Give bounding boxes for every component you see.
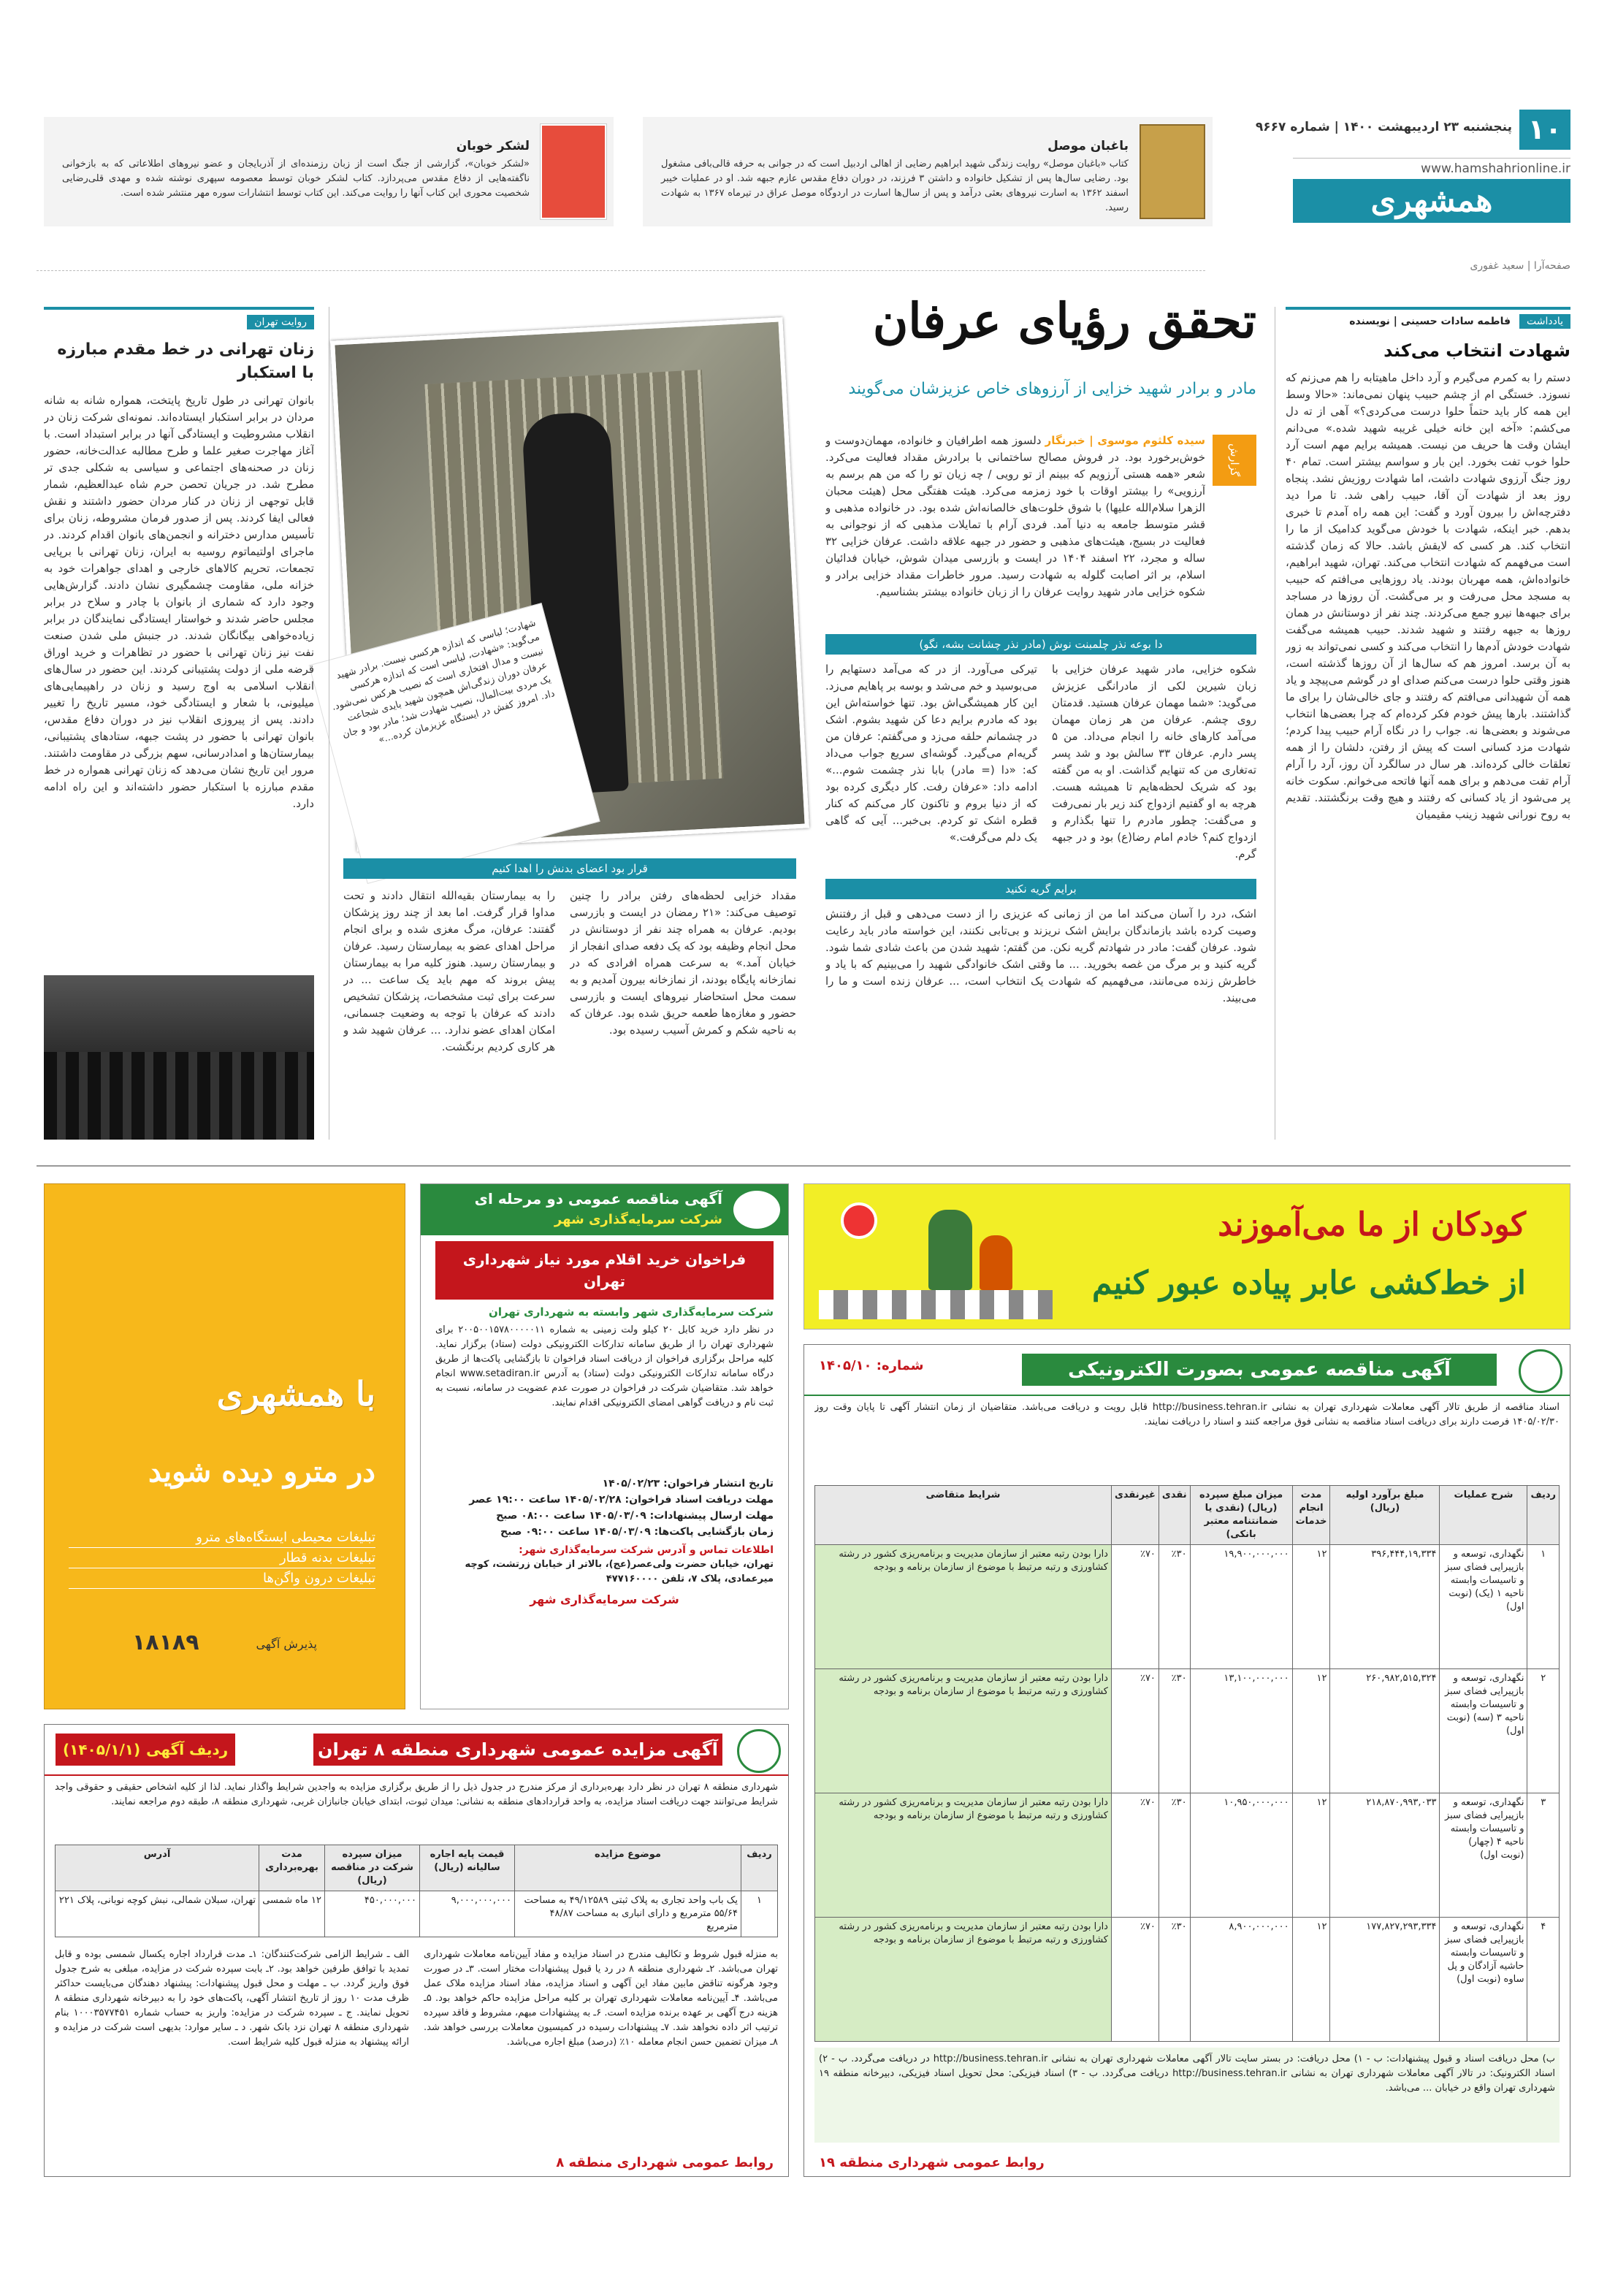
historic-photo (44, 975, 314, 1140)
et-col-header: نقدی (1159, 1486, 1190, 1545)
metro-slogan: در مترو دیده شوید (148, 1454, 375, 1489)
women-title: زنان تهرانی در خط مقدم مبارزه با استکبار (57, 340, 314, 382)
women-column (44, 307, 314, 1140)
promo-text: کتاب «باغبان موصل» روایت زندگی شهید ابراهیم رضایی از اهالی اردبیل است که در جوانی به حرفه قالی‌بافی مشغول بود. رضایی سال‌ها پس از تشکیل خانواده و داشتن ۳ فرزند، در دوران دفاع مقدس عازم جبهه شد. او در عملیات خیبر اسفند ۱۳۶۲ به اسارت نیروهای بعثی درآمد و پس از سال‌ها اسارت در اردوگاه موصل عراق در تیرماه ۱۳۶۷ به شهادت رسید. (661, 159, 1129, 213)
auction-col-header: قیمت پایه اجاره سالیانه (ریال) (420, 1845, 515, 1891)
table-row (815, 1669, 1560, 1793)
story-col-b: تیرکی می‌آورد. از در که می‌آمد دستهایم را می‌بوسید و خم می‌شد و بوسه بر پاهایم می‌زد. این کار همیشگی‌اش بود. تنها خواسته‌اش این بود که مادرم برایم دعا کن شهید بشوم. اشک در چشمانم حلقه می‌زد و می‌گفتم: عرفان من گریه‌ام می‌گیرد. گوشه‌ای سریع جواب می‌داد که: «دا (= مادر) بابا نذر چشمت شوم...» ادامه داد: «عرفان رفت. کار دیگری کرده بود که از دنیا بروم و تاکنون کار می‌کنم که کنار قطره اشک تو کردم. بی‌خبر... آیی که گاهی یک دلم می‌گرفت.» (825, 663, 1037, 844)
table-cell: ۱۲ (1292, 1918, 1330, 2042)
table-cell: ۲ (1527, 1669, 1560, 1793)
promo-text: «لشکر خوبان»، گزارشی از جنگ است از زبان رزمنده‌ای از آذربایجان و عضو نیروهای اطلاعاتی که به بازخوانی ناگفته‌هایی از دفاع مقدس می‌پردازد. کتاب لشکر خوبان توسط معصومه سپهری نوشته شده و مهدی قلی‌رضایی شخصیت محوری این کتاب آنها را روایت می‌کند. این کتاب توسط انتشارات سوره مهر منتشر شده است. (62, 159, 530, 199)
et-col-header: مدت انجام خدمات (1292, 1486, 1330, 1545)
section-heading-1: دا بوعه نذر چلمبنت نوش (مادر نذر چشانت بشه، نگو) (825, 634, 1256, 655)
tender-dates (435, 1476, 774, 1540)
et-footer: ب) محل دریافت اسناد و قبول پیشنهادات: ب - ۱) محل دریافت: در بستر سایت تالار آگهی معاملات شهرداری تهران به نشانی http://business.tehran.ir در دریافت می‌گردد. ب - ۲) اسناد الکترونیک: در تالار آگهی معاملات شهرداری تهران به نشانی http://business.tehran.ir دریافت می‌گردد. ب - ۳) اسناد فیزیکی: محل تحویل اسناد فیزیکی، دبیرخانه منطقه ۱۹ شهرداری تهران واقع در خیابان ... می‌باشد. (814, 2048, 1560, 2143)
et-table-body (815, 1545, 1560, 2042)
tender-contact-title: اطلاعات تماس و آدرس شرکت سرمایه‌گذاری شهر: (519, 1544, 774, 1556)
table-cell: ۱۲ (1292, 1545, 1330, 1669)
tender-body: در نظر دارد خرید کابل ۲۰ کیلو ولت زمینی به شماره ۲۰۰۵۰۰۱۵۷۸۰۰۰۰۰۱۱ برای شهرداری تهران را از طریق سامانه تدارکات الکترونیکی دولت (ستاد) برگزار نماید. کلیه مراحل برگزاری فراخوان از دریافت اسناد فراخوان تا بازگشایی پاکت‌ها از طریق درگاه سامانه تدارکات الکترونیکی دولت (ستاد) به آدرس www.setadiran.ir انجام خواهد شد. متقاضیان شرکت در فراخوان در صورت عدم عضویت در سامانه، نسبت به ثبت نام و دریافت گواهی امضای الکترونیکی اقدام نمایند. (435, 1324, 774, 1408)
section-divider (37, 1165, 1570, 1167)
et-col-header: مبلغ برآورد اولیه (ریال) (1330, 1486, 1440, 1545)
et-title: آگهی مناقصه عمومی بصورت الکترونیکی (1022, 1354, 1497, 1386)
et-intro: اسناد مناقصه از طریق تالار آگهی معاملات شهرداری تهران به نشانی http://business.tehran.ir قابل رویت و دریافت می‌باشد. متقاضیان از زمان انتشار آگهی تا پایان وقت روز ۱۴۰۵/۰۲/۳۰ فرصت دارند برای دریافت اسناد مناقصه به نشانی فوق مراجعه کنند و اسناد را دریافت نمایند. (814, 1402, 1560, 1427)
table-cell: نگهداری، توسعه و بازپیرایی فضای سبز و تاسیسات وابسته ناحیه ۳ (سه) (نوبت اول) (1440, 1669, 1527, 1793)
tender-call: فراخوان خرید اقلام مورد نیاز شهرداری تهران (435, 1241, 774, 1300)
auction-header (45, 1725, 788, 1776)
table-cell: دارا بودن رتبه معتبر از سازمان مدیریت و برنامه‌ریزی کشور در رشته کشاورزی و رتبه مرتبط با موضوع از سازمان برنامه و بودجه (815, 1793, 1112, 1918)
et-table-head (815, 1486, 1560, 1545)
auction-col-header: ردیف (741, 1845, 778, 1891)
et-sign: روابط عمومی شهرداری منطقه ۱۹ (819, 2155, 1045, 2170)
table-cell: ۴ (1527, 1918, 1560, 2042)
auction-number: (۱۴۰۵/۱/۱) (63, 1741, 141, 1758)
auction-col-header: میزان سپرده شرکت در مناقصه (ریال) (325, 1845, 420, 1891)
metro-ad[interactable] (44, 1183, 405, 1709)
et-header (804, 1345, 1570, 1396)
page-number: ۱۰ (1519, 110, 1570, 150)
tender-logo (731, 1189, 782, 1231)
children-ad[interactable] (804, 1183, 1570, 1330)
tender-ad[interactable] (420, 1183, 789, 1709)
table-cell: ۹,۰۰۰,۰۰۰,۰۰۰ (420, 1891, 515, 1937)
auction-table-head (56, 1845, 778, 1891)
book-cover (541, 124, 606, 219)
metro-item: تبلیغات بدنه قطار (69, 1548, 375, 1568)
book-promo-mosul[interactable] (643, 117, 1213, 226)
et-col-header: شرح عملیات (1440, 1486, 1527, 1545)
newspaper-logo[interactable]: همشهری (1293, 179, 1570, 223)
women-tag: روایت تهران (247, 315, 314, 329)
table-cell: ۱۲ (1292, 1669, 1330, 1793)
table-cell: نگهداری، توسعه و بازپیرایی فضای سبز و تاسیسات وابسته حاشیه آزادگان و پل ساوه (نوبت اول) (1440, 1918, 1527, 2042)
notebook-column (1286, 307, 1570, 1140)
notebook-body: دستم را به کمرم می‌گیرم و آرد داخل ماهیتابه را هم می‌زنم که نسوزد. خستگی ام از چشم حبیب پنهان نمی‌ماند: «حالا وسط این همه کار باید حتماً حلوا درست می‌کردی؟» آهی از ته دل می‌کشم: «آخه این خانه خیلی غریبه شهید شده.» می‌دانم ایشان وقت ها حریف من نیست. همیشه برایم مهم است آرد حلوا خوب تفت بخورد. این بار و سواسم بیشتر است. تمام ۴۰ روز جنگ آرزوی شهادت داشت، اما شهادت روزیش نشد. پنجاه روز بعد از شهادت آن آقا، حبیب راهی شد. تا مرا دید دفترچه‌اش را بیرون آورد و گفت: این همه راه آمدم تا خبری بدهم. خبر اینکه، شهادت با خودش می‌گوید کدامیک از ما را انتخاب کند. هر کسی که لایقش باشد. حالا که زمان گذشته است می‌فهمم که شهادت انتخاب می‌کند. تهران، شهید ابراهیم، خانواده‌اش، همه مهربان بودند. یاد روزهایی می‌افتم که حبیب به مسجد محل می‌رفت و بر می‌گشت. آن روزها در مساجد برای جبهه‌ها نیرو جمع می‌کردند. چند نفر از دوستانش در همان روزها به جبهه رفتند و شهید شدند. حبیب همیشه می‌گفت شهادت خودش آدم‌ها را انتخاب می‌کند و کسی نمی‌تواند به زور به آن برسد. امروز هم که سال‌ها از آن روزها گذشته است، هنوز وقتی حلوا درست می‌کنم صدای او در گوشم می‌پیچد و یاد همه آن شهیدانی می‌افتم که رفتند و جای خالی‌شان را برای ما گذاشتند. بارها پیش خودم فکر کرده‌ام که چرا بعضی‌ها انتخاب می‌شوند و بعضی‌ها نه. جواب را در نگاه آرام حبیب پیدا کردم؛ شهادت مزد کسانی است که پیش از رفتن، دلشان را از همه تعلقات خالی کرده‌اند. هر سال در سالگرد آن روز، آرد را آرام آرام تفت می‌دهم و برای همه آنها فاتحه می‌خوانم. سکوت خانه پر می‌شود از یاد کسانی که رفتند و هیچ وقت برنگشتند. تقدیم به روح نورانی شهید زینب مقیمیان (1286, 371, 1570, 821)
table-cell: دارا بودن رتبه معتبر از سازمان مدیریت و برنامه‌ریزی کشور در رشته کشاورزی و رتبه مرتبط با موضوع از سازمان برنامه و بودجه (815, 1545, 1112, 1669)
table-cell: ۱ (741, 1891, 778, 1937)
notebook-author: فاطمه سادات حسینی | نویسنده (1349, 316, 1511, 327)
main-subtitle: مادر و برادر شهید خزایی از آرزوهای خاص عزیزشان می‌گویند (848, 380, 1256, 398)
auction-col-header: موضوع مزایده (515, 1845, 741, 1891)
notebook-tag: یادداشت (1519, 314, 1570, 329)
et-col-header: میزان مبلغ سپرده (ریال) (نقدی یا ضمانتنامه معتبر بانکی) (1190, 1486, 1292, 1545)
et-col-header: شرایط متقاضی (815, 1486, 1112, 1545)
auction-logo (737, 1729, 781, 1773)
book-promo-lashkar[interactable] (44, 117, 614, 226)
table-cell: ۱ (1527, 1545, 1560, 1669)
tender-date-item: مهلت ارسال پیشنهادات: ۱۴۰۵/۰۳/۰۹ ساعت ۰۸:۰۰ صبح (496, 1510, 774, 1522)
auction-col-header: مدت بهره‌برداری (259, 1845, 325, 1891)
promo-title: باغبان موصل (1047, 139, 1129, 153)
tender-title: آگهی مناقصه عمومی دو مرحله ای (474, 1190, 722, 1208)
shrine-photo (330, 317, 809, 851)
table-cell: ۱۳,۱۰۰,۰۰۰,۰۰۰ (1190, 1669, 1292, 1793)
table-row (815, 1793, 1560, 1918)
table-cell: دارا بودن رتبه معتبر از سازمان مدیریت و برنامه‌ریزی کشور در رشته کشاورزی و رتبه مرتبط با موضوع از سازمان برنامه و بودجه (815, 1918, 1112, 2042)
children-illustration (819, 1195, 1053, 1319)
table-cell: ٪۳۰ (1159, 1545, 1190, 1669)
main-title: تحقق رؤیای عرفان (872, 292, 1256, 349)
tender-subhead: شرکت سرمایه‌گذاری شهر وابسته به شهرداری تهران (489, 1305, 774, 1319)
tender-date-item: تاریخ انتشار فراخوان: ۱۴۰۵/۰۲/۲۳ (602, 1478, 774, 1490)
story-col-d: مقداد خزایی لحظه‌های رفتن برادر را چنین توصیف می‌کند: «۲۱ رمضان در ایست و بازرسی بودیم. عرفان به همراه چند نفر از دوستانش در محل انجام وظیفه بود که یک دفعه صدای انفجار از خیابان آمد.» به سرعت همراه افرادی که در نمازخانه پایگاه بودند، از نمازخانه بیرون آمدیم و به سمت محل استحاضار نیروهای ایست و بازرسی حضور و مغازه‌ها طعمه حریق شده بود. عرفان که به ناحیه شکم و کمرش آسیب رسیده بود. (570, 889, 796, 1037)
table-cell: ۲۱۸,۸۷۰,۹۹۳,۰۳۳ (1330, 1793, 1440, 1918)
table-cell: ٪۷۰ (1111, 1793, 1159, 1918)
table-cell: ۱۲ (1292, 1793, 1330, 1918)
table-cell: ٪۳۰ (1159, 1918, 1190, 2042)
auction-title: آگهی مزایده عمومی شهرداری منطقه ۸ تهران (313, 1734, 722, 1766)
tender-company: شرکت سرمایه‌گذاری شهر (554, 1212, 722, 1227)
metro-item: تبلیغات محیطی ایستگاه‌های مترو (69, 1528, 375, 1548)
auction-conditions-left: الف ـ شرایط الزامی شرکت‌کنندگان: ۱ـ مدت قرارداد اجاره یکسال شمسی بوده و قابل تمدید با توافق طرفین خواهد بود. ۲ـ بابت سپرده شرکت در مزایده، مبلغی به شرح جدول فوق واریز گردد. ب ـ مهلت و محل قبول پیشنهادات: پیشنهاد دهندگان می‌بایست حداکثر ظرف مدت ۱۰ روز از تاریخ انتشار آگهی، پاکت‌های خود را به دبیرخانه شهرداری منطقه ۸ تحویل نمایند. ج ـ سپرده شرکت در مزایده: واریز به حساب شماره ۱۰۰۰۳۵۷۷۴۵۱ بنام شهرداری منطقه ۸ تهران نزد بانک شهر. د ـ سایر موارد: بدیهی است شرکت در مزایده و ارائه پیشنهاد به منزله قبول کلیه شرایط است. (55, 1949, 409, 2048)
table-cell: ۳ (1527, 1793, 1560, 1918)
metro-item: تبلیغات درون واگن‌ها (69, 1568, 375, 1589)
auction-table-body (56, 1891, 778, 1937)
table-cell: ٪۷۰ (1111, 1918, 1159, 2042)
table-cell: ۲۶۰,۹۸۲,۵۱۵,۳۲۴ (1330, 1669, 1440, 1793)
auction-sign: روابط عمومی شهرداری منطقه ۸ (556, 2155, 774, 2170)
divider (37, 270, 1205, 271)
table-cell: ٪۷۰ (1111, 1669, 1159, 1793)
date-line: پنجشنبه ۲۳ اردیبهشت ۱۴۰۰ | شماره ۹۶۶۷ (1255, 120, 1512, 134)
metro-items (69, 1528, 375, 1589)
intro-text: دلسوز همه اطرافیان و خانواده، مهمان‌دوست و خوش‌برخورد بود. در فروش مصالح ساختمانی با برادرش مقداد فعالیت می‌کرد. شعر «همه هستی آرزویم که ببینم از تو رویی / چه زیان تو را که من هم برسم به آرزویی» را بیشتر اوقات با خود زمزمه می‌کرد. هیئت هفتگی محل (هیئت محبان الزهرا سلام‌الله علیها) با شوق خلوت‌های خالصانه‌اش شده بود. در خانواده مذهبی و قشر متوسط جامعه به دنیا آمد. فردی آرام با تمایلات مذهبی که از نوجوانی به فعالیت در بسیج، هیئت‌های مذهبی و حضور در جبهه علاقه داشت. عرفان خزایی ۳۲ ساله و مجرد، ۲۲ اسفند ۱۴۰۴ در ایست و بازرسی میدان شوش، خیابان فدائیان اسلام، بر اثر اصابت گلوله به شهادت رسید. مرور خاطرات مقداد خزایی برادر و شکوه خزایی مادر شهید روایت عرفان را از زبان خانواده بیشتر بشناسیم. (825, 434, 1205, 598)
table-row (56, 1891, 778, 1937)
auction-table (55, 1845, 778, 1937)
table-row (815, 1545, 1560, 1669)
table-cell: دارا بودن رتبه معتبر از سازمان مدیریت و برنامه‌ریزی کشور در رشته کشاورزی و رتبه مرتبط با موضوع از سازمان برنامه و بودجه (815, 1669, 1112, 1793)
table-cell: ۱۲ ماه شمسی (259, 1891, 325, 1937)
et-col-header: ردیف (1527, 1486, 1560, 1545)
editor-line: صفحه‌آرا | سعید غفوری (1470, 260, 1570, 272)
table-cell: ۸,۹۰۰,۰۰۰,۰۰۰ (1190, 1918, 1292, 2042)
table-cell: ۴۵۰,۰۰۰,۰۰۰ (325, 1891, 420, 1937)
metro-phone-label: پذیرش آگهی (256, 1637, 317, 1651)
table-cell: ۱۹,۹۰۰,۰۰۰,۰۰۰ (1190, 1545, 1292, 1669)
tender-contact: تهران، خیابان حضرت ولی‌عصر(عج)، بالاتر از خیابان زرتشت، کوچه میرعمادی، پلاک ۷، تلفن ۴۷۷۱۶۰۰۰۰ (465, 1559, 774, 1584)
auction-col-header: آدرس (56, 1845, 259, 1891)
table-cell: ٪۳۰ (1159, 1669, 1190, 1793)
story-col-c: اشک، درد را آسان می‌کند اما من از زمانی که عزیزی را از دست می‌دهی و قبل از رفتنش وصیت کرده باشد بازماندگان برایش اشک نریزند و بی‌تابی نکنند، این خواسته مادر باید رعایت شود. عرفان گفت: مادر در شهادتم گریه نکن. من گفتم: شهید شدن من باعث شادی شما شود. گریه کنید و بر مرگ من غصه بخورید. ... ما وقتی اشک خانوادگی شهید را می‌بینیم که با یاد و خاطرش زنده می‌مانند، می‌فهمیم که شهادت یک انتخاب است، ... عرفان زنده است و ما را می‌بیند. (825, 907, 1256, 1004)
report-tag (1213, 435, 1256, 486)
notebook-title: شهادت انتخاب می‌کند (1383, 340, 1570, 361)
auction-row-label: ردیف آگهی (146, 1741, 229, 1758)
table-cell: ٪۳۰ (1159, 1793, 1190, 1918)
auction-intro: شهرداری منطقه ۸ تهران در نظر دارد بهره‌برداری از مرکز مندرج در جدول ذیل را از طریق برگزاری مزایده به واجدین شرایط واگذار نماید. لذا از کلیه اشخاص حقیقی و حقوقی واجد شرایط می‌توانند جهت دریافت اسناد مزایده، به واحد قراردادهای منطقه به نشانی: میدان ثبوت، ابتدای خیابان جانبازان غربی، شهرداری منطقه ۸، طبقه دوم مراجعه نمایند. (55, 1782, 778, 1807)
women-body: بانوان تهرانی در طول تاریخ پایتخت، همواره شانه به شانه مردان در برابر استکبار ایستاده‌اند. نمونه‌ای شرکت زنان در انقلاب مشروطیت و ایستادگی آنها در برابر استبداد است. با آغاز مهاجرت صغیر علما و طرح مطالبه عدالت‌خانه، حضور زنان در صحنه‌های اجتماعی و سیاسی به شکلی جدی تر مطرح شد. در جریان تحصن حرم شاه عبدالعظیم، شمار قابل توجهی از زنان در کنار مردان حضور داشتند و نقش فعالی ایفا کردند. پس از صدور فرمان مشروطه، زنان برای تأسیس مدارس دخترانه و انجمن‌های بانوان اقدام کردند. در ماجرای اولتیماتوم روسیه به ایران، زنان تهرانی با برپایی تجمعات، تحریم کالاهای خارجی و اهدای جواهرات خود به خزانه ملی، مقاومت چشمگیری نشان دادند. گزارش‌هایی وجود دارد که شماری از بانوان با چادر و سلاح در برابر مجلس حاضر شدند و خواستار ایستادگی نمایندگان در برابر زیاده‌خواهی بیگانگان شدند. در جنبش ملی شدن صنعت نفت نیز زنان تهرانی با حضور در تظاهرات و خرید اوراق قرضه ملی از دولت پشتیبانی کردند. این حضور در سال‌های انقلاب اسلامی به اوج رسید و زنان در راهپیمایی‌های میلیونی، با شعار و ایستادگی خود، مسیر تاریخ را تغییر دادند. پس از پیروزی انقلاب نیز در دوران دفاع مقدس، بانوان تهرانی با حضور در پشت جبهه، ستادهای پشتیبانی، بیمارستان‌ها و امدادرسانی، سهم بزرگی در مقاومت داشتند. مرور این تاریخ نشان می‌دهد که زنان تهرانی همواره در خط مقدم مبارزه با استکبار حضور داشته‌اند و این راه ادامه دارد. (44, 394, 314, 810)
report-tag-label: گزارش (1228, 443, 1241, 477)
section-heading-2: برایم گریه نکنید (825, 879, 1256, 899)
book-cover (1140, 124, 1205, 219)
promo-title: لشکر خوبان (456, 139, 530, 153)
table-cell: ۱۷۷,۸۲۷,۲۹۳,۳۳۴ (1330, 1918, 1440, 2042)
auction-conditions-right: به منزله قبول شروط و تکالیف مندرج در اسناد مزایده و مفاد آیین‌نامه معاملات شهرداری تهران می‌باشد. ۲ـ شهرداری منطقه ۸ در رد یا قبول پیشنهادات مختار است. ۳ـ در صورت وجود هرگونه تناقض مابین مفاد این آگهی و اسناد مزایده، مفاد اسناد مزایده ملاک عمل می‌باشد. ۴ـ آیین‌نامه معاملات شهرداری تهران بر کلیه مراحل مزایده حاکم خواهد بود. ۵ـ هزینه درج آگهی بر عهده برنده مزایده است. ۶ـ به پیشنهادات مبهم، مشروط و فاقد سپرده ترتیب اثر داده نخواهد شد. ۷ـ پیشنهادات رسیده در کمیسیون معاملات بررسی خواهد شد. ۸ـ میزان تضمین حسن انجام معامله ۱۰٪ (درصد) مبلغ اجاره می‌باشد. (424, 1949, 778, 2048)
table-cell: تهران، سبلان شمالی، نبش کوچه نوبانی، پلاک ۲۲۱ (56, 1891, 259, 1937)
table-row (815, 1918, 1560, 2042)
quote-text: شهادت؛ لباسی که اندازه هرکسی نیست. برادر شهید می‌گوید: «شهادت، لباسی است که اندازه هرکسی نیست و مدال افتخاری است که نصیب هرکس نمی‌شود. عرفان دوران زندگی‌اش همچون شهید بایدی شجاعت یک مردی بیت‌المال، نصیب شهادت شد؛ مادر بود و جان داد. امروز کفش در ایستگاه عزیزمان کرده...» (330, 617, 557, 746)
tender-sign: شرکت سرمایه‌گذاری شهر (530, 1593, 679, 1606)
women-header (44, 307, 314, 328)
table-cell: ۱۰,۹۵۰,۰۰۰,۰۰۰ (1190, 1793, 1292, 1918)
et-number: شماره: ۱۴۰۵/۱۰ (819, 1358, 924, 1373)
tender-date-item: زمان بازگشایی پاکت‌ها: ۱۴۰۵/۰۳/۰۹ ساعت ۰۹:۰۰ صبح (500, 1526, 774, 1538)
notebook-header (1286, 307, 1570, 329)
table-cell: نگهداری، توسعه و بازپیرایی فضای سبز و تاسیسات وابسته ناحیه ۴ (چهار) (نوبت اول) (1440, 1793, 1527, 1918)
table-cell: نگهداری، توسعه و بازپیرایی فضای سبز و تاسیسات وابسته ناحیه ۱ (یک) (نوبت اول) (1440, 1545, 1527, 1669)
story-col-a: شکوه خزایی، مادر شهید عرفان خزایی با زبان شیرین لکی از مادرانگی عزیزش می‌گوید: «شما مهمان عرفان هستید. قدمتان روی چشم. عرفان من هر زمان مهمان می‌آمد کارهای خانه را انجام می‌داد. من ۵ پسر دارم. عرفان ۳۳ سالش بود و شد پسر ته‌تغاری من که تنهایم گذاشت. او به من گفته بود که شریک لحظه‌هایم تا همیشه هست. هرچه به او گفتیم ازدواج کند زیر بار نمی‌رفت و می‌گفت: چطور مادرم را تنها بگذارم و ازدواج کنم؟ خادم امام رضا(ع) بود و در جبهه گرم. (1052, 663, 1256, 861)
photo-caption: قرار بود اعضای بدنش را اهدا کنیم (343, 858, 796, 879)
table-cell: ٪۷۰ (1111, 1545, 1159, 1669)
et-col-header: غیرنقدی (1111, 1486, 1159, 1545)
electronic-tender-ad[interactable] (804, 1344, 1570, 2177)
tender-header (421, 1184, 788, 1235)
et-logo (1519, 1349, 1562, 1393)
table-cell: ۳۹۶,۴۴۴,۱۹,۳۳۴ (1330, 1545, 1440, 1669)
auction-ad[interactable] (44, 1724, 789, 2177)
site-url[interactable]: www.hamshahrionline.ir (1293, 158, 1570, 176)
metro-phone[interactable]: ۱۸۱۸۹ (132, 1630, 199, 1655)
children-line2: از خط‌کشی عابر پیاده عبور کنیم (1092, 1265, 1526, 1302)
byline: سیده کلثوم موسوی | خبرنگار (1045, 434, 1205, 447)
auction-number-box (56, 1734, 235, 1766)
table-cell: یک باب واحد تجاری به پلاک ثبتی ۴۹/۱۲۵۸۹ به مساحت ۵۵/۶۴ مترمربع و دارای انباری به مساحت ۴۸/۸۷ مترمربع (515, 1891, 741, 1937)
story-col-e: را به بیمارستان بقیه‌الله انتقال دادند و تحت مداوا قرار گرفت. اما بعد از چند روز پزشکان گفتند: عرفان، مرگ مغزی شده و برای انجام مراحل اهدای عضو به بیمارستان رسید. عرفان و بیمارستان رسید. هنوز کلیه مرا به بیمارستان پیش بروند که مهم باید یک ساعت ... در سرعت برای ثبت مشخصات، پزشکان تشخیص دادند که عرفان با توجه به وضعیت جسمانی، امکان اهدای عضو ندارد. ... عرفان شهید شد و هر کاری کردیم برنگشت. (343, 889, 555, 1053)
children-line1: کودکان از ما می‌آموزند (1218, 1206, 1526, 1243)
tender-date-item: مهلت دریافت اسناد فراخوان: ۱۴۰۵/۰۲/۲۸ ساعت ۱۹:۰۰ عصر (469, 1494, 774, 1506)
main-intro (825, 432, 1205, 630)
metro-logo: با همشهری (216, 1374, 375, 1414)
masthead (1255, 110, 1570, 230)
et-table (814, 1485, 1560, 2042)
